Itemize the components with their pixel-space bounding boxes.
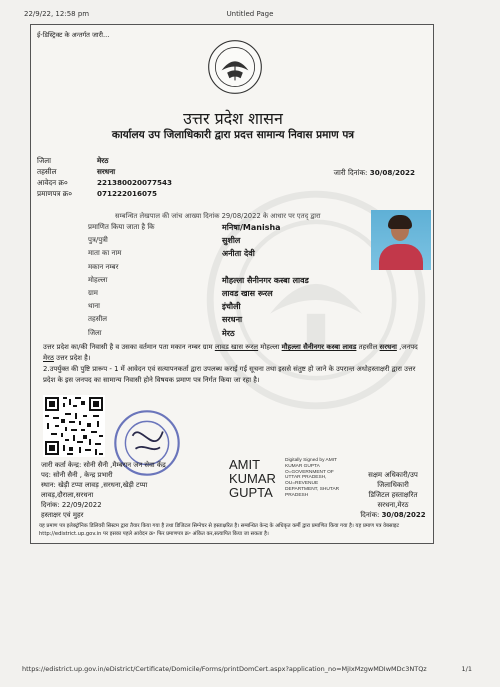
applicant-details xyxy=(88,221,309,340)
verification-intro: सम्बन्धित लेखपाल की जांच आख्या दिनांक 29/08/2022 के आधार पर एतद् द्वारा xyxy=(115,212,321,220)
detail-row-name: प्रमाणित किया जाता है कि मनिषा/Manisha xyxy=(88,223,281,232)
meta-row-district: जिला मेरठ xyxy=(37,156,109,165)
detail-row-police-station: थाना इंचौली xyxy=(88,302,241,312)
digital-signature-details: Digitally Signed by AMIT KUMAR GUPTA O=GOVERNMENT OF UTTAR PRADESH, OU=REVENUE DEPARTMENT, SHUTAR PRADESH xyxy=(285,458,340,498)
issuing-centre-block xyxy=(41,460,221,520)
government-heading: उत्तर प्रदेश शासन xyxy=(183,109,283,128)
issuing-place-line: स्थान: खेड़ी टप्पा लावड़ ,सरधना,खेड़ी टप्पा xyxy=(41,481,148,489)
certificate-title: कार्यालय उप जिलाधिकारी द्वारा प्रदत्त सामान्य निवास प्रमाण पत्र xyxy=(111,129,355,141)
meta-row-application-no: आवेदन क्र० 221380020077543 xyxy=(37,178,173,187)
detail-row-mohalla: मोहल्ला मौहल्ला सैनीनगर कस्बा लावड xyxy=(88,275,309,285)
confirmation-paragraph: 2.उपर्युक्त की पुष्टि प्रारूप - 1 में आवेदन एवं सत्यापनकर्ता द्वारा उपलब्ध कराई गई सूचना तथा इससे संतुष्ट हो जाने के उपरान्त अधोहस्ताक्षरी द्वारा उत्तर प्रदेश के इस जनपद का सामान्य निवासी होने विषयक प्रमाण पत्र निर्गत किया जा रहा है। xyxy=(43,365,416,384)
address-paragraph: उत्तर प्रदेश का/की निवासी है व उसका वर्तमान पता मकान नम्बर ग्राम लावड खास रूरल मोहल्ला मौहल्ला सैनीनगर कस्बा लावड तहसील सरधना ,जनपद मेरठ उत्तर प्रदेश है। xyxy=(43,343,418,362)
detail-row-mother: माता का नाम अनीता देवी xyxy=(88,249,255,259)
applicant-photo xyxy=(371,210,431,270)
certificate-meta xyxy=(37,155,172,199)
issue-date: जारी दिनांक: 30/08/2022 xyxy=(333,168,415,177)
detail-row-house-no: मकान नम्बर xyxy=(88,262,119,271)
issuing-place-line-2: लावड़,दौराला,सरधना xyxy=(41,491,94,499)
detail-row-parent: पुत्र/पुत्री सुशील xyxy=(88,236,241,246)
domicile-certificate xyxy=(30,24,434,544)
detail-row-district: जिला मेरठ xyxy=(88,328,235,338)
print-datetime: 22/9/22, 12:58 pm xyxy=(24,10,90,18)
competent-officer-block: सक्षम अधिकारी/उप जिलाधिकारी डिजिटल हस्ताक्षरित सरधना,मेरठ दिनांक: 30/08/2022 xyxy=(353,470,433,520)
verification-footnote: यह प्रमाण पत्र इलेक्ट्रॉनिक डिलिवरी सिस्टम द्वारा तैयार किया गया है तथा डिजिटल सिग्नेचर से हस्ताक्षरित है। सम्बन्धित केन्द्र के अधिकृत कर्मी द्वारा प्रमाणित किया गया है। यह प्रमाण पत्र वेबसाइट http://edistrict.up.gov.in पर इसका पहले आवेदन क्र॰ फिर प्रमाणपत्र क्र॰ अंकित कर,सत्यापित किया जा सकता है। xyxy=(39,523,399,537)
qr-code-icon xyxy=(43,395,105,457)
signature-and-seal-label: हस्ताक्षर एवं मुहर xyxy=(41,511,84,519)
detail-row-village: ग्राम लावड खास रूरल xyxy=(88,289,273,299)
print-page-title: Untitled Page xyxy=(226,10,274,18)
issuing-centre-line: जारी कर्ता केन्द्र: सोनी सैनी ,मैम्बरान जन सेवा केंद्र xyxy=(41,461,166,469)
issuing-date-line: दिनांक: 22/09/2022 xyxy=(41,501,102,509)
certificate-url[interactable]: https://edistrict.up.gov.in/eDistrict/Certificate/Domicile/Forms/printDomCert.aspx?application_no=MjIxMzgwMDIwMDc3NTQz xyxy=(22,665,427,673)
up-government-emblem-icon xyxy=(207,39,263,95)
issuing-post-line: पद: सोनी सैनी , केन्द्र प्रभारी xyxy=(41,471,113,479)
meta-row-tehsil: तहसील सरधना xyxy=(37,167,116,176)
meta-row-certificate-no: प्रमाणपत्र क्र० 071222016075 xyxy=(37,189,158,198)
issued-under-edistrict-note: ई-डिस्ट्रिक्ट के अन्तर्गत जारी... xyxy=(37,31,110,39)
detail-row-tehsil: तहसील सरधना xyxy=(88,315,243,325)
officer-date: दिनांक: 30/08/2022 xyxy=(360,511,426,519)
digital-signature-name: AMIT KUMAR GUPTA xyxy=(229,457,276,500)
page-number: 1/1 xyxy=(461,665,472,673)
